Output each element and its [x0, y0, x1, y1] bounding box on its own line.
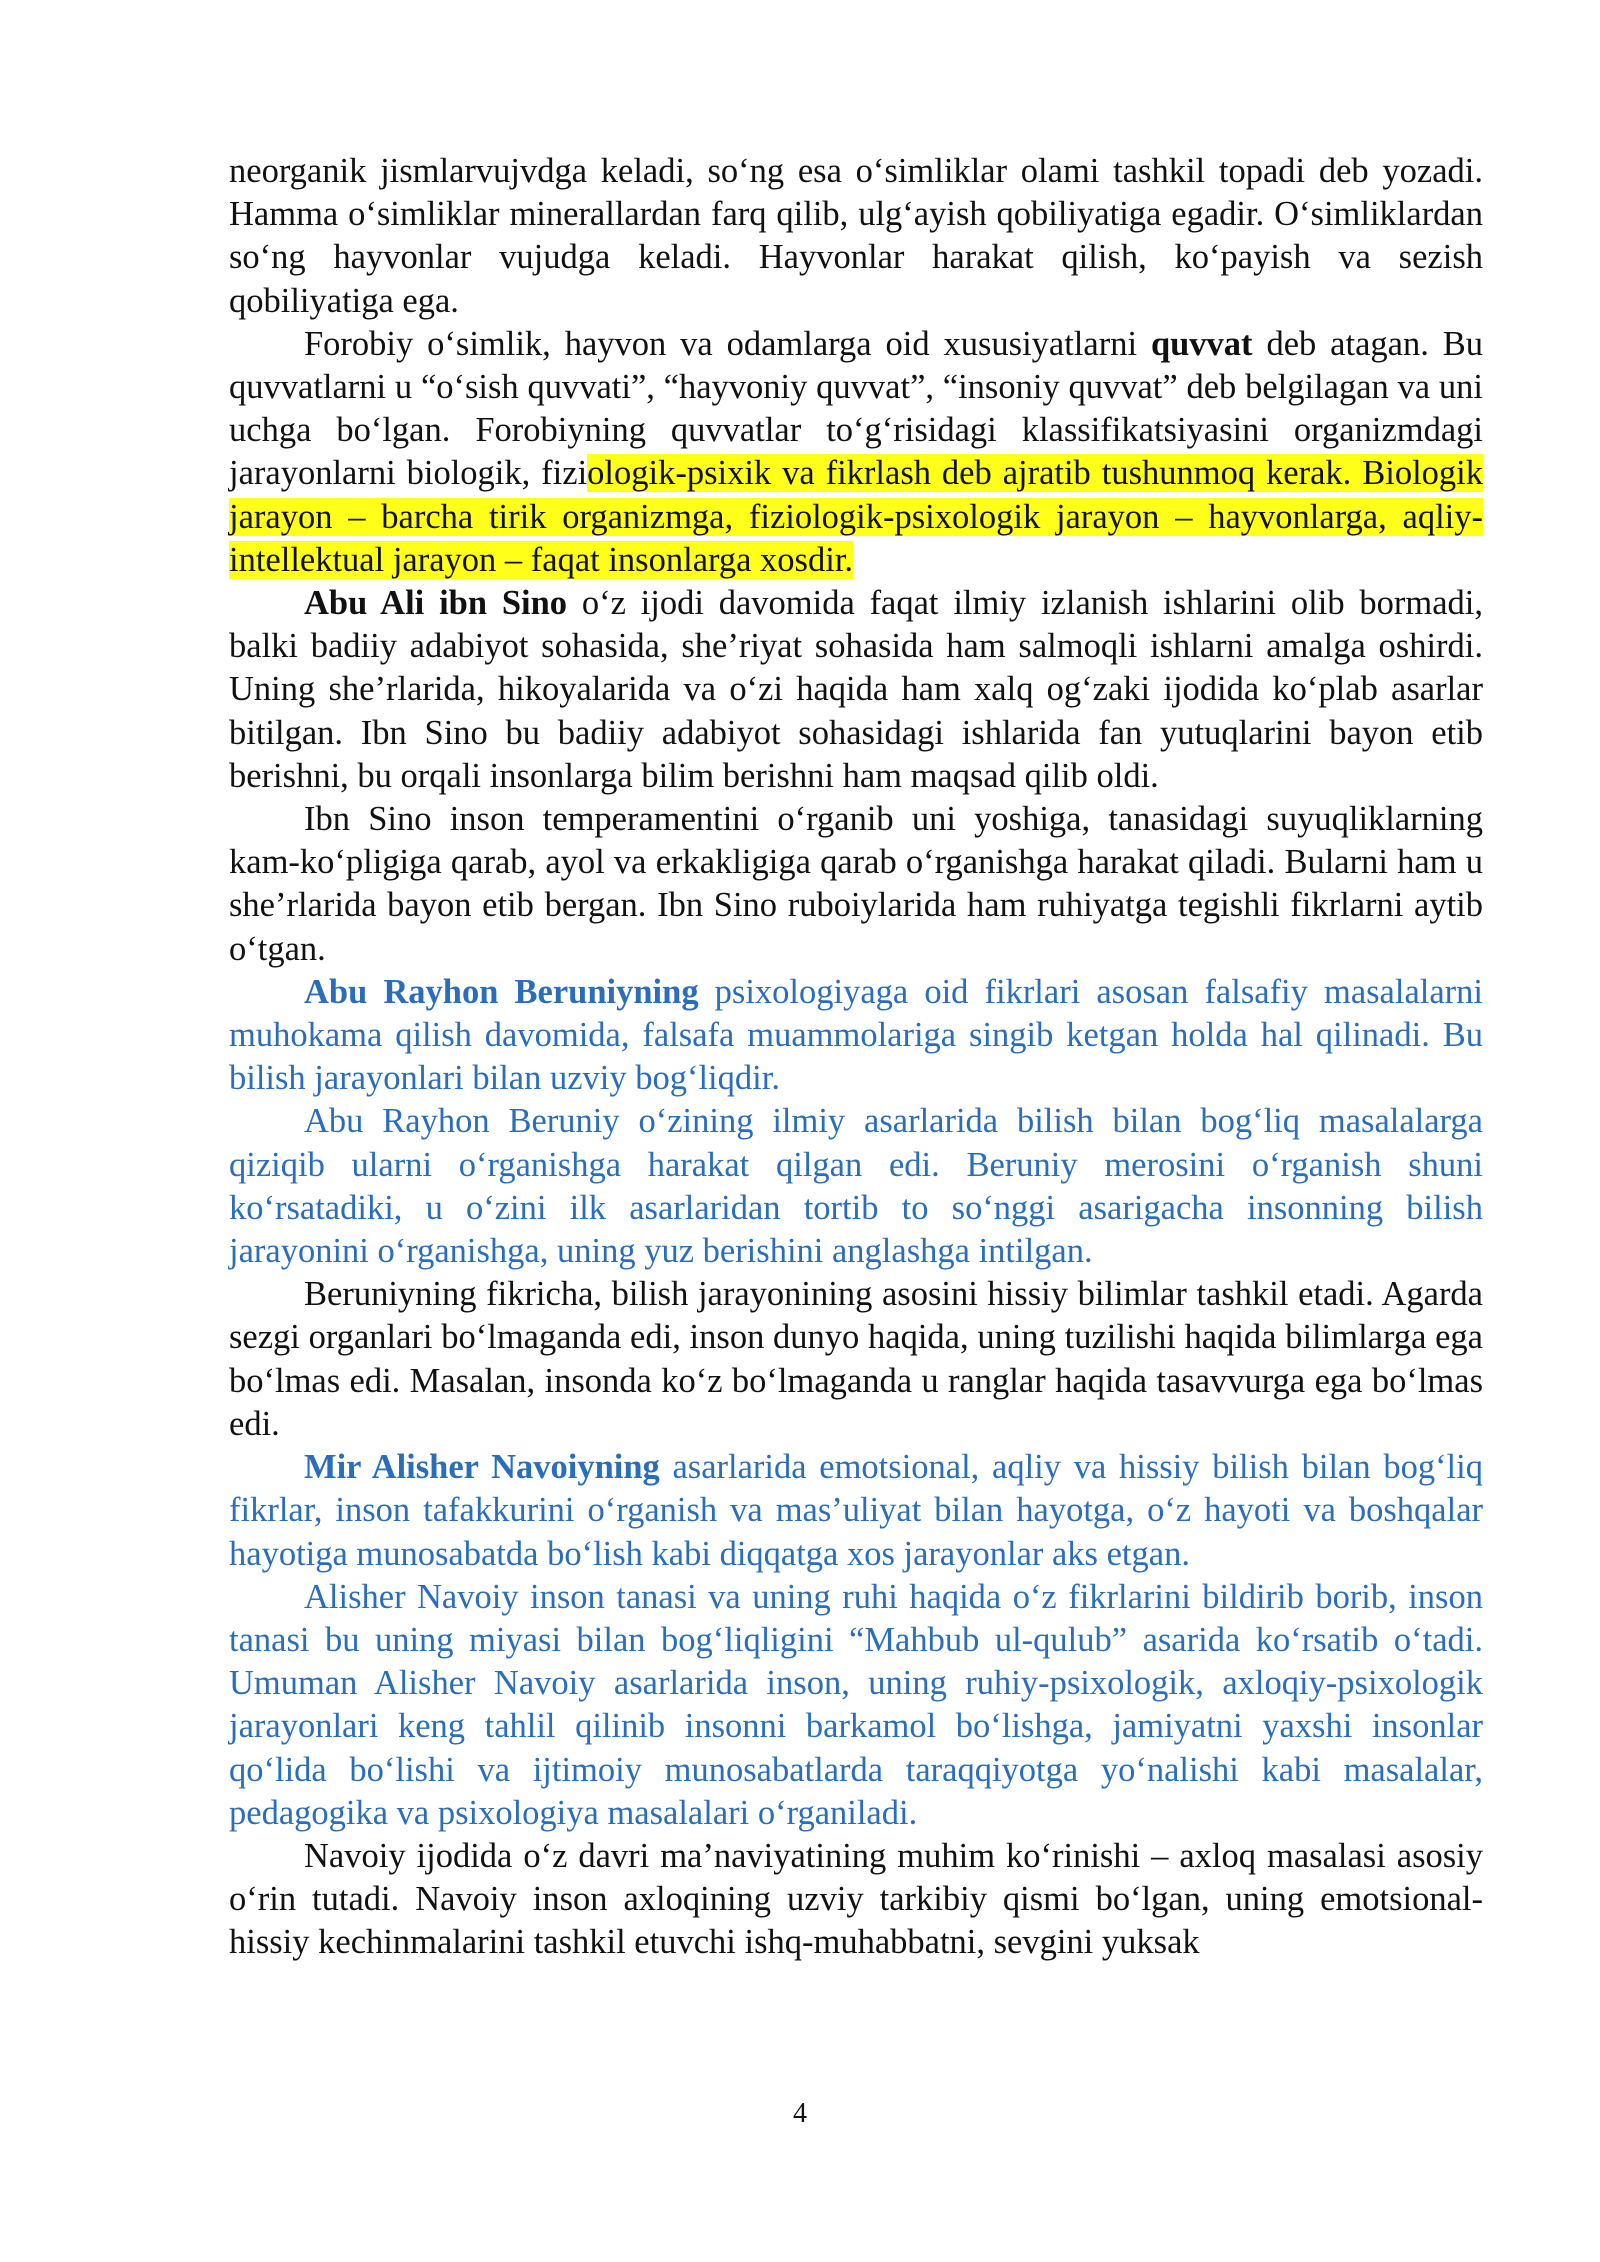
paragraph-2-text-c: deb atagan. Bu quvvatlarni u “o‘sish quvvati”, “hayvoniy quvvat”, “insoniy quvvat” deb belgilagan va uni uchga bo‘lgan. Forobiyning quvvatlar to‘g‘risidagi klassifikatsiyasini organizmdagi jarayonlarni biologik, fizi	[229, 324, 1483, 493]
document-body	[229, 150, 1483, 1965]
paragraph-9: Alisher Navoiy inson tanasi va uning ruhi haqida o‘z fikrlarini bildirib borib, inson tanasi bu uning miyasi bilan bog‘liqligini “Mahbub ul-qulub” asarida ko‘rsatib o‘tadi. Umuman Alisher Navoiy asarlarida inson, uning ruhiy-psixologik, axloqiy-psixologik jarayonlari keng tahlil qilinib insonni barkamol bo‘lishga, jamiyatni yaxshi insonlar qo‘lida bo‘lishi va ijtimoiy munosabatlarda taraqqiyotga yo‘nalishi kabi masalalar, pedagogika va psixologiya masalalari o‘rganiladi.	[229, 1577, 1483, 1832]
paragraph-7: Beruniyning fikricha, bilish jarayonining asosini hissiy bilimlar tashkil etadi. Agarda sezgi organlari bo‘lmaganda edi, inson dunyo haqida, uning tuzilishi haqida bilimlarga ega bo‘lmas edi. Masalan, insonda ko‘z bo‘lmaganda u ranglar haqida tasavvurga ega bo‘lmas edi.	[229, 1275, 1483, 1443]
paragraph-2-text-a: Forobiy o‘simlik, hayvon va odamlarga oid xususiyatlarni	[304, 324, 1151, 363]
paragraph-8	[229, 1446, 1483, 1576]
name-beruniy: Abu Rayhon Beruniyning	[304, 972, 699, 1011]
paragraph-6: Abu Rayhon Beruniy o‘zining ilmiy asarlarida bilish bilan bog‘liq masalalarga qiziqib ularni o‘rganishga harakat qilgan edi. Beruniy merosini o‘rganish shuni ko‘rsatadiki, u o‘zini ilk asarlaridan tortib to so‘nggi asarigacha insonning bilish jarayonini o‘rganishga, uning yuz berishini anglashga intilgan.	[229, 1102, 1483, 1271]
paragraph-2	[229, 323, 1483, 582]
paragraph-3	[229, 582, 1483, 798]
name-navoiy: Mir Alisher Navoiyning	[304, 1448, 660, 1487]
name-ibn-sino: Abu Ali ibn Sino	[304, 584, 568, 623]
paragraph-8-text: asarlarida emotsional, aqliy va hissiy bilish bilan bog‘liq fikrlar, inson tafakkurini o‘rganish va mas’uliyat bilan hayotga, o‘z hayoti va boshqalar hayotiga munosabatda bo‘lish kabi diqqatga xos jarayonlar aks etgan.	[229, 1448, 1483, 1573]
highlighted-text: ologik-psixik va fikrlash deb ajratib tushunmoq kerak. Biologik jarayon – barcha tirik organizmga, fiziologik-psixologik jarayon – hayvonlarga, aqliy-intellektual jarayon – faqat insonlarga xosdir.	[229, 454, 1483, 579]
paragraph-4: Ibn Sino inson temperamentini o‘rganib uni yoshiga, tanasidagi suyuqliklarning kam-ko‘pligiga qarab, ayol va erkakligiga qarab o‘rganishga harakat qiladi. Bularni ham u she’rlarida bayon etib bergan. Ibn Sino ruboiylarida ham ruhiyatga tegishli fikrlarni aytib o‘tgan.	[229, 800, 1483, 968]
paragraph-5	[229, 971, 1483, 1101]
paragraph-3-text: o‘z ijodi davomida faqat ilmiy izlanish ishlarini olib bormadi, balki badiiy adabiyot sohasida, she’riyat sohasida ham salmoqli ishlarni amalga oshirdi. Uning she’rlarida, hikoyalarida va o‘zi haqida ham xalq og‘zaki ijodida ko‘plab asarlar bitilgan. Ibn Sino bu badiiy adabiyot sohasidagi ishlarida fan yutuqlarini bayon etib berishni, bu orqali insonlarga bilim berishni ham maqsad qilib oldi.	[229, 584, 1483, 795]
paragraph-10: Navoiy ijodida o‘z davri ma’naviyatining muhim ko‘rinishi – axloq masalasi asosiy o‘rin tutadi. Navoiy inson axloqining uzviy tarkibiy qismi bo‘lgan, uning emotsional-hissiy kechinmalarini tashkil etuvchi ishq-muhabbatni, sevgini yuksak	[229, 1836, 1483, 1962]
paragraph-1: neorganik jismlarvujvdga keladi, so‘ng esa o‘simliklar olami tashkil topadi deb yozadi. Hamma o‘simliklar minerallardan farq qilib, ulg‘ayish qobiliyatiga egadir. O‘simliklardan so‘ng hayvonlar vujudga keladi. Hayvonlar harakat qilish, ko‘payish va sezish qobiliyatiga ega.	[229, 152, 1483, 320]
paragraph-5-text: psixologiyaga oid fikrlari asosan falsafiy masalalarni muhokama qilish davomida, falsafa muammolariga singib ketgan holda hal qilinadi. Bu bilish jarayonlari bilan uzviy bog‘liqdir.	[229, 972, 1483, 1098]
page-number: 4	[793, 2098, 807, 2129]
term-quvvat: quvvat	[1150, 324, 1253, 363]
